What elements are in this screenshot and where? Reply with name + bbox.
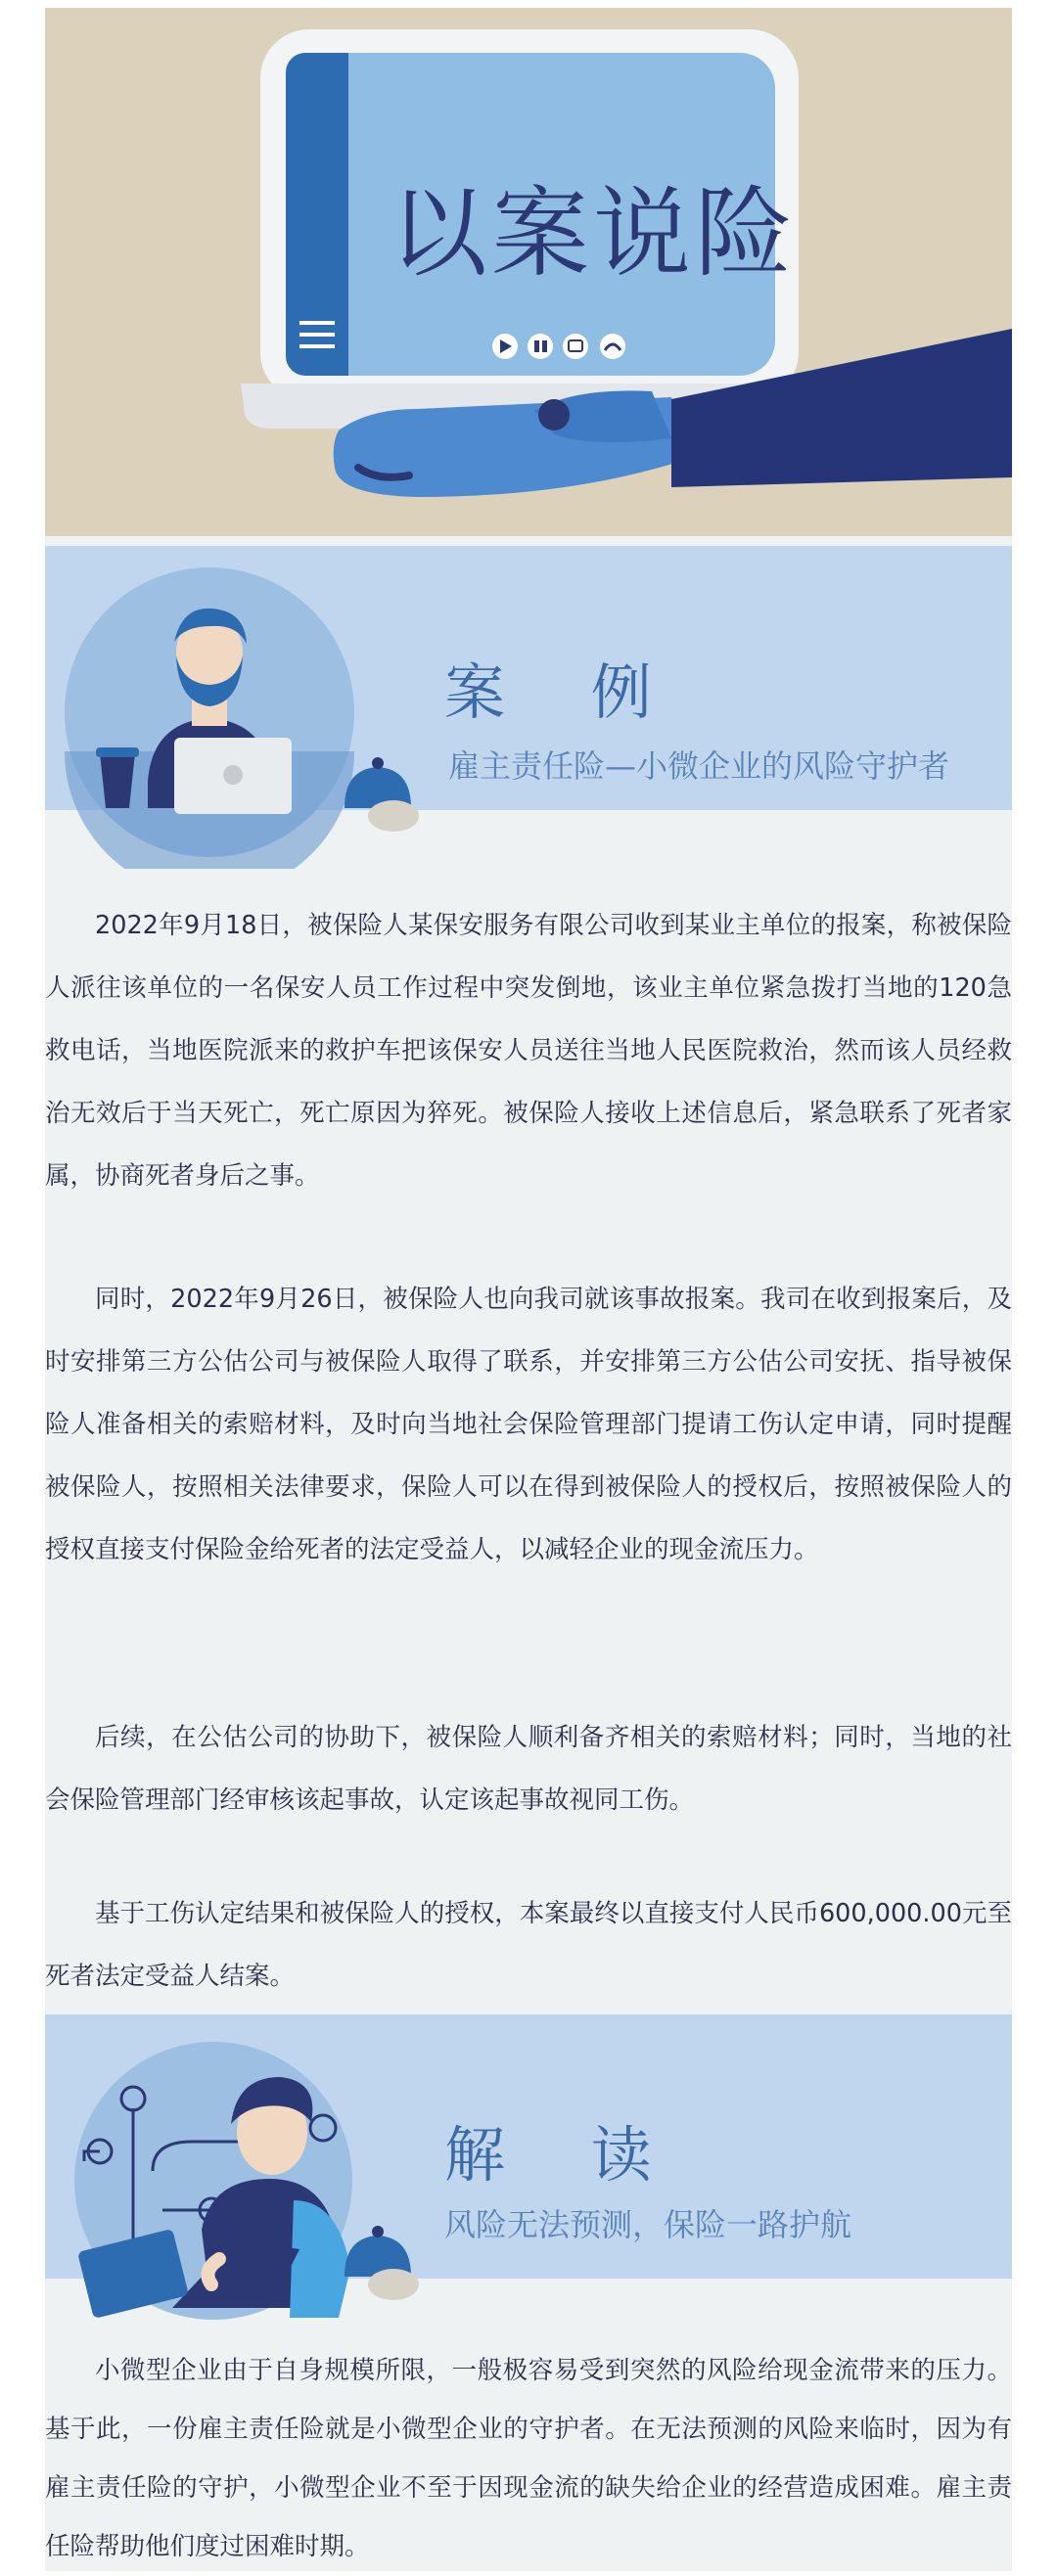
- case-title: 案 例: [444, 656, 685, 728]
- separator: [45, 536, 1012, 546]
- case-paragraph-4: 基于工伤认定结果和被保险人的授权，本案最终以直接支付人民币600,000.00元至死者法定受益人结案。: [45, 1899, 1012, 1991]
- interpret-header: [45, 2014, 1012, 2279]
- banner-title: 以案说险: [390, 176, 797, 291]
- case-paragraph-1: 2022年9月18日，被保险人某保安服务有限公司收到某业主单位的报案，称被保险人派往该单位的一名保安人员工作过程中突发倒地，该业主单位紧急拨打当地的120急救电话，当地医院派来的救护车把该保安人员送往当地人民医院救治，然而该人员经救治无效后于当天死亡，死亡原因为猝死。被保险人接收上述信息后，紧急联系了死者家属，协商死者身后之事。: [45, 911, 1012, 1191]
- case-section: [45, 546, 1012, 2009]
- interpret-title: 解 读: [444, 2119, 685, 2191]
- case-paragraph-3: 后续，在公估公司的协助下，被保险人顺利备齐相关的索赔材料；同时，当地的社会保险管理部门经审核该起事故，认定该起事故视同工伤。: [45, 1723, 1012, 1815]
- interpret-section: [45, 2009, 1012, 2571]
- case-paragraph-2: 同时，2022年9月26日，被保险人也向我司就该事故报案。我司在收到报案后，及时安排第三方公估公司与被保险人取得了联系，并安排第三方公估公司安抚、指导被保险人准备相关的索赔材料，及时向当地社会保险管理部门提请工伤认定申请，同时提醒被保险人，按照相关法律要求，保险人可以在得到被保险人的授权后，按照被保险人的授权直接支付保险金给死者的法定受益人，以减轻企业的现金流压力。: [45, 1285, 1012, 1564]
- interpret-subtitle: 风险无法预测，保险一路护航: [444, 2206, 852, 2243]
- banner: [45, 8, 1012, 536]
- interpret-paragraph-1: 小微型企业由于自身规模所限，一般极容易受到突然的风险给现金流带来的压力。基于此，一份雇主责任险就是小微型企业的守护者。在无法预测的风险来临时，因为有雇主责任险的守护，小微型企业不至于因现金流的缺失给企业的经营造成困难。雇主责任险帮助他们度过困难时期。: [45, 2356, 1012, 2561]
- case-subtitle: 雇主责任险—小微企业的风险守护者: [448, 747, 950, 785]
- case-header: [45, 546, 1012, 810]
